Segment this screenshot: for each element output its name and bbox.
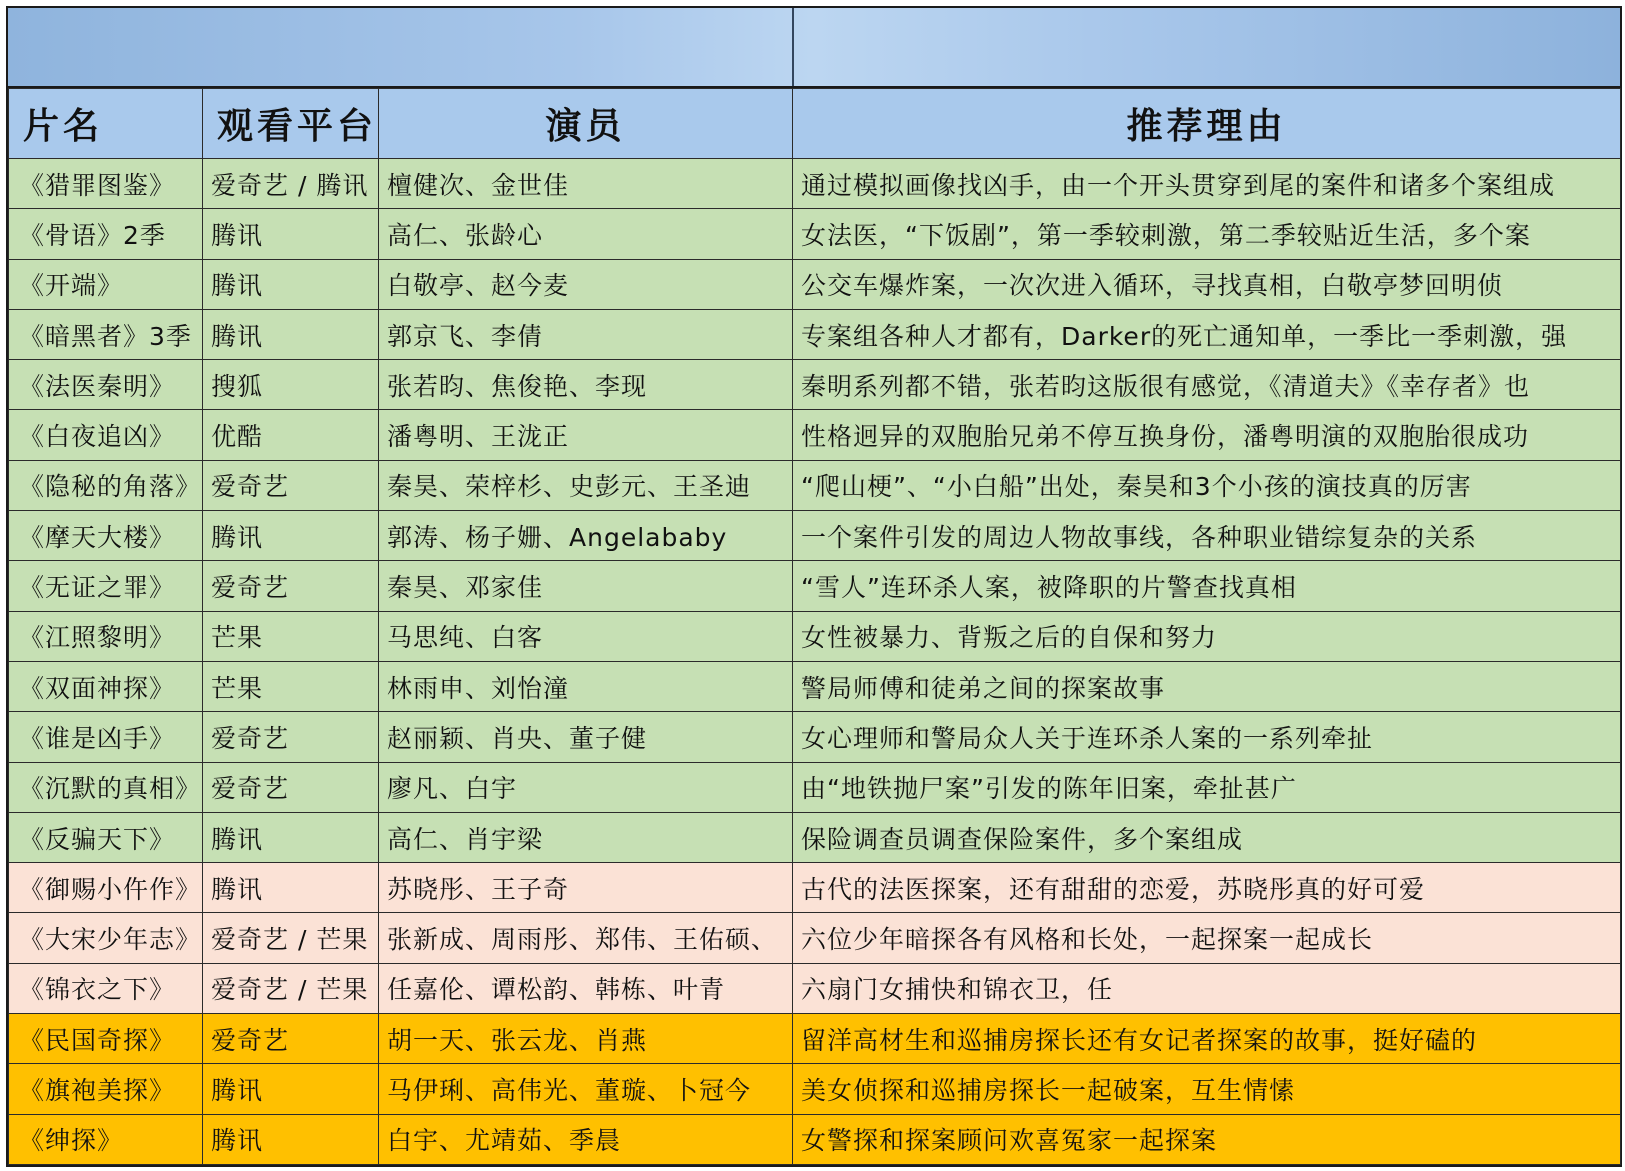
header-platform: 观看平台: [203, 89, 379, 159]
title-band: [8, 8, 1620, 88]
cell-cast: 郭涛、杨子姗、Angelababy: [379, 511, 793, 561]
cell-title: 《暗黑者》3季: [9, 309, 203, 359]
cell-title: 《锦衣之下》: [9, 963, 203, 1013]
title-band-divider: [792, 8, 794, 86]
table-row: [9, 561, 1621, 611]
table-row: [9, 963, 1621, 1013]
cell-cast: 任嘉伦、谭松韵、韩栋、叶青: [379, 963, 793, 1013]
cell-reason: 女警探和探案顾问欢喜冤家一起探案: [793, 1114, 1621, 1164]
cell-reason: 通过模拟画像找凶手，由一个开头贯穿到尾的案件和诸多个案组成: [793, 159, 1621, 209]
cell-title: 《摩天大楼》: [9, 511, 203, 561]
cell-title: 《无证之罪》: [9, 561, 203, 611]
table-row: [9, 863, 1621, 913]
cell-cast: 林雨申、刘怡潼: [379, 661, 793, 711]
cell-reason: 性格迥异的双胞胎兄弟不停互换身份，潘粤明演的双胞胎很成功: [793, 410, 1621, 460]
cell-reason: “雪人”连环杀人案，被降职的片警查找真相: [793, 561, 1621, 611]
table-row: [9, 209, 1621, 259]
cell-cast: 苏晓彤、王子奇: [379, 863, 793, 913]
cell-reason: 专案组各种人才都有，Darker的死亡通知单，一季比一季刺激，强: [793, 309, 1621, 359]
cell-reason: 六位少年暗探各有风格和长处，一起探案一起成长: [793, 913, 1621, 963]
cell-cast: 檀健次、金世佳: [379, 159, 793, 209]
table-row: [9, 913, 1621, 963]
cell-platform: 搜狐: [203, 360, 379, 410]
cell-cast: 潘粤明、王泷正: [379, 410, 793, 460]
cell-reason: 女法医，“下饭剧”，第一季较刺激，第二季较贴近生活，多个案: [793, 209, 1621, 259]
table-row: [9, 611, 1621, 661]
cell-title: 《御赐小仵作》: [9, 863, 203, 913]
cell-platform: 爱奇艺: [203, 561, 379, 611]
table-row: [9, 1014, 1621, 1064]
table-row: [9, 1064, 1621, 1114]
cell-reason: 古代的法医探案，还有甜甜的恋爱，苏晓彤真的好可爱: [793, 863, 1621, 913]
header-cast: 演员: [379, 89, 793, 159]
cell-platform: 爱奇艺: [203, 712, 379, 762]
table-row: [9, 410, 1621, 460]
cell-platform: 芒果: [203, 661, 379, 711]
cell-reason: 女心理师和警局众人关于连环杀人案的一系列牵扯: [793, 712, 1621, 762]
cell-platform: 腾讯: [203, 259, 379, 309]
cell-platform: 爱奇艺 / 芒果: [203, 913, 379, 963]
cell-cast: 张若昀、焦俊艳、李现: [379, 360, 793, 410]
cell-reason: 秦明系列都不错，张若昀这版很有感觉，《清道夫》《幸存者》也: [793, 360, 1621, 410]
cell-cast: 高仁、肖宇梁: [379, 812, 793, 862]
cell-platform: 爱奇艺: [203, 460, 379, 510]
cell-cast: 马思纯、白客: [379, 611, 793, 661]
cell-platform: 爱奇艺 / 芒果: [203, 963, 379, 1013]
cell-title: 《开端》: [9, 259, 203, 309]
cell-title: 《江照黎明》: [9, 611, 203, 661]
cell-title: 《猎罪图鉴》: [9, 159, 203, 209]
header-title: 片名: [9, 89, 203, 159]
cell-platform: 爱奇艺: [203, 762, 379, 812]
table-body: [9, 159, 1621, 1165]
cell-cast: 白敬亭、赵今麦: [379, 259, 793, 309]
cell-title: 《大宋少年志》: [9, 913, 203, 963]
cell-reason: 警局师傅和徒弟之间的探案故事: [793, 661, 1621, 711]
cell-platform: 优酷: [203, 410, 379, 460]
cell-title: 《隐秘的角落》: [9, 460, 203, 510]
cell-platform: 腾讯: [203, 863, 379, 913]
cell-title: 《骨语》2季: [9, 209, 203, 259]
header-reason: 推荐理由: [793, 89, 1621, 159]
cell-title: 《旗袍美探》: [9, 1064, 203, 1114]
table-row: [9, 309, 1621, 359]
cell-platform: 腾讯: [203, 1114, 379, 1164]
cell-title: 《双面神探》: [9, 661, 203, 711]
cell-reason: 女性被暴力、背叛之后的自保和努力: [793, 611, 1621, 661]
cell-platform: 腾讯: [203, 1064, 379, 1114]
cell-cast: 秦昊、荣梓杉、史彭元、王圣迪: [379, 460, 793, 510]
cell-title: 《民国奇探》: [9, 1014, 203, 1064]
cell-cast: 高仁、张龄心: [379, 209, 793, 259]
cell-cast: 廖凡、白宇: [379, 762, 793, 812]
drama-recommendation-table: [8, 88, 1621, 1165]
cell-reason: 由“地铁抛尸案”引发的陈年旧案，牵扯甚广: [793, 762, 1621, 812]
table-row: [9, 460, 1621, 510]
table-row: [9, 1114, 1621, 1164]
cell-cast: 胡一天、张云龙、肖燕: [379, 1014, 793, 1064]
table-row: [9, 159, 1621, 209]
table-row: [9, 259, 1621, 309]
table-row: [9, 712, 1621, 762]
cell-platform: 爱奇艺: [203, 1014, 379, 1064]
drama-table-sheet: [6, 6, 1622, 1167]
cell-reason: 保险调查员调查保险案件，多个案组成: [793, 812, 1621, 862]
cell-platform: 爱奇艺 / 腾讯: [203, 159, 379, 209]
cell-cast: 张新成、周雨彤、郑伟、王佑硕、: [379, 913, 793, 963]
cell-title: 《反骗天下》: [9, 812, 203, 862]
cell-platform: 腾讯: [203, 511, 379, 561]
cell-cast: 郭京飞、李倩: [379, 309, 793, 359]
cell-reason: 六扇门女捕快和锦衣卫，任: [793, 963, 1621, 1013]
cell-platform: 腾讯: [203, 309, 379, 359]
cell-platform: 芒果: [203, 611, 379, 661]
cell-reason: 公交车爆炸案，一次次进入循环，寻找真相，白敬亭梦回明侦: [793, 259, 1621, 309]
cell-title: 《绅探》: [9, 1114, 203, 1164]
table-row: [9, 762, 1621, 812]
cell-reason: 美女侦探和巡捕房探长一起破案，互生情愫: [793, 1064, 1621, 1114]
cell-title: 《沉默的真相》: [9, 762, 203, 812]
table-row: [9, 511, 1621, 561]
table-row: [9, 812, 1621, 862]
table-row: [9, 360, 1621, 410]
cell-platform: 腾讯: [203, 209, 379, 259]
cell-title: 《谁是凶手》: [9, 712, 203, 762]
cell-title: 《法医秦明》: [9, 360, 203, 410]
cell-reason: “爬山梗”、“小白船”出处，秦昊和3个小孩的演技真的厉害: [793, 460, 1621, 510]
cell-cast: 白宇、尤靖茹、季晨: [379, 1114, 793, 1164]
header-row: [9, 89, 1621, 159]
table-row: [9, 661, 1621, 711]
cell-title: 《白夜追凶》: [9, 410, 203, 460]
cell-cast: 秦昊、邓家佳: [379, 561, 793, 611]
cell-platform: 腾讯: [203, 812, 379, 862]
cell-reason: 一个案件引发的周边人物故事线，各种职业错综复杂的关系: [793, 511, 1621, 561]
cell-cast: 赵丽颖、肖央、董子健: [379, 712, 793, 762]
cell-cast: 马伊琍、高伟光、董璇、卜冠今: [379, 1064, 793, 1114]
cell-reason: 留洋高材生和巡捕房探长还有女记者探案的故事，挺好磕的: [793, 1014, 1621, 1064]
